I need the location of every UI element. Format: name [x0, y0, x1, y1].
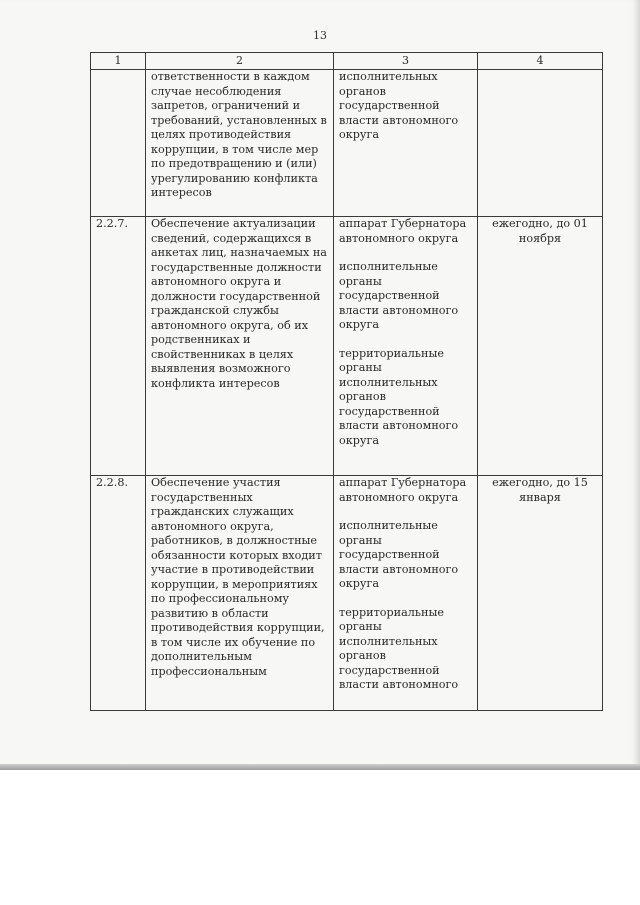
measures-table	[90, 52, 603, 711]
header-col-2: 2	[146, 53, 334, 70]
event-text: ответственности в каждом случае несоблюдения запретов, ограничений и требований, установленных в целях противодействия коррупции, в том числе мер по предотвращению и (или) урегулированию конфликта интересов	[146, 70, 334, 217]
executor: аппарат Губернатора автономного округа	[339, 217, 467, 245]
row-number: 2.2.7.	[91, 217, 146, 476]
table-row	[91, 476, 603, 711]
term-text: ежегодно, до 01 ноября	[478, 217, 603, 476]
header-col-1: 1	[91, 53, 146, 70]
executors-cell	[334, 217, 478, 476]
executor: аппарат Губернатора автономного округа	[339, 476, 467, 504]
header-col-3: 3	[334, 53, 478, 70]
executor: территориальные органы исполнительных органов государственной власти автономного округа	[339, 346, 459, 447]
table-row	[91, 70, 603, 217]
row-number	[91, 70, 146, 217]
event-text: Обеспечение актуализации сведений, содержащихся в анкетах лиц, назначаемых на государственные должности автономного округа и должности государственной гражданской службы автономного округа, об их родственниках и свойственниках в целях выявления возможного конфликта интересов	[146, 217, 334, 476]
term-text: ежегодно, до 15 января	[478, 476, 603, 711]
event-text: Обеспечение участия государственных гражданских служащих автономного округа, работников, в должностные обязанности которых входит участие в противодействии коррупции, в мероприятиях по профессиональному развитию в области противодействия коррупции, в том числе их обучение по дополнительным профессиональным	[146, 476, 334, 711]
table-header-row	[91, 53, 603, 70]
page-number: 13	[313, 29, 327, 42]
executors-cell	[334, 70, 478, 217]
executors-cell	[334, 476, 478, 711]
header-col-4: 4	[478, 53, 603, 70]
executor: исполнительные органы государственной власти автономного округа	[339, 260, 459, 331]
page-bottom-edge	[0, 764, 640, 770]
executor: исполнительные органы государственной власти автономного округа	[339, 519, 459, 590]
row-number: 2.2.8.	[91, 476, 146, 711]
term-text	[478, 70, 603, 217]
table-row	[91, 217, 603, 476]
executor: территориальные органы исполнительных органов государственной власти автономного	[339, 605, 459, 691]
executor: исполнительных органов государственной власти автономного округа	[339, 70, 459, 141]
